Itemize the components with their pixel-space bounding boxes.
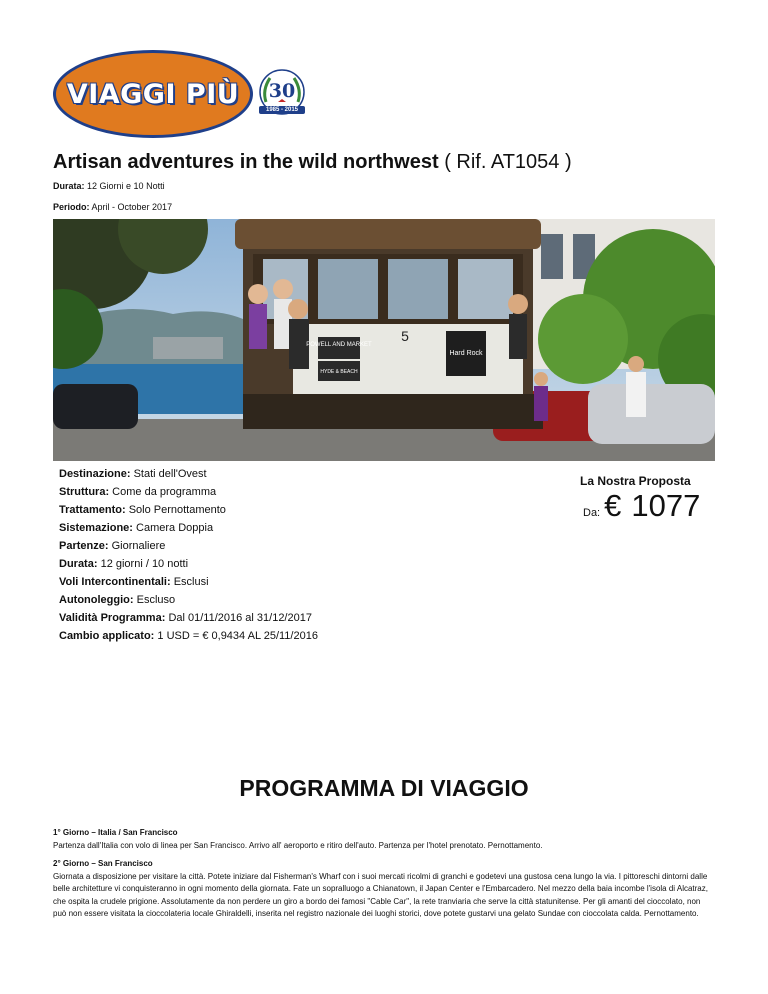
detail-voli: Voli Intercontinentali: Esclusi xyxy=(59,576,209,588)
detail-sistemazione: Sistemazione: Camera Doppia xyxy=(59,522,214,534)
detail-durata: Durata: 12 giorni / 10 notti xyxy=(59,558,189,570)
detail-trattamento: Trattamento: Solo Pernottamento xyxy=(59,504,226,516)
trip-title xyxy=(53,151,572,174)
trip-details xyxy=(59,465,318,645)
duration-value: 12 Giorni e 10 Notti xyxy=(87,181,165,191)
offer-amount: 1077 xyxy=(631,488,701,523)
seal-number: 30 xyxy=(268,80,296,102)
program-title: PROGRAMMA DI VIAGGIO xyxy=(239,775,529,801)
day-2 xyxy=(53,858,713,921)
detail-struttura: Struttura: Come da programma xyxy=(59,486,217,498)
trip-name: Artisan adventures in the wild northwest xyxy=(53,151,439,173)
anniversary-seal xyxy=(258,68,306,122)
offer-price xyxy=(583,488,700,524)
offer-prefix: Da: xyxy=(583,507,601,519)
day-1-text: Partenza dall'Italia con volo di linea per San Francisco. Arrivo all' aeroporto e ritiro dell'auto. Partenza per l'hotel prenotato. Pernottamento. xyxy=(53,840,543,850)
logo-oval xyxy=(53,50,253,138)
duration-label: Durata: xyxy=(53,181,85,191)
period-label: Periodo: xyxy=(53,202,90,212)
period-value: April - October 2017 xyxy=(91,202,173,212)
detail-partenze: Partenze: Giornaliere xyxy=(59,540,166,552)
offer-label: La Nostra Proposta xyxy=(580,474,691,488)
photo-sign-number: 5 xyxy=(401,328,409,344)
detail-destinazione: Destinazione: Stati dell'Ovest xyxy=(59,468,207,480)
offer-currency: € xyxy=(604,488,622,523)
detail-autonoleggio: Autonoleggio: Escluso xyxy=(59,594,176,606)
detail-validita: Validità Programma: Dal 01/11/2016 al 31/12/2017 xyxy=(59,612,312,624)
trip-ref: ( Rif. AT1054 ) xyxy=(444,151,572,173)
cable-car-photo xyxy=(53,219,715,461)
day-1 xyxy=(53,827,713,852)
logo-text: VIAGGI PIÙ xyxy=(66,78,240,110)
day-1-title: 1° Giorno – Italia / San Francisco xyxy=(53,828,178,837)
photo-sign-hyde: HYDE & BEACH xyxy=(320,369,358,375)
photo-sign-hardrock: Hard Rock xyxy=(449,350,483,357)
day-2-title: 2° Giorno – San Francisco xyxy=(53,859,153,868)
photo-sign-powell: POWELL AND MARKET xyxy=(306,342,372,348)
seal-years: 1985 - 2015 xyxy=(259,106,305,114)
agency-logo xyxy=(53,50,309,138)
trip-period xyxy=(53,202,172,212)
trip-duration xyxy=(53,181,165,191)
day-2-text: Giornata a disposizione per visitare la città. Potete iniziare dal Fisherman's Wharf con i suoi mercati ricolmi di granchi e godetevi una gustosa cena lungo la via. I pittoreschi dintorni dalle belle architetture vi conquisteranno in ogni momento della giornata. Fate un sopralluogo a Chianatown, il Japan Center e l'Embarcadero. Nel mezzo della baia incombe l'isola di Alcatraz, che ospita la crudele prigione. Assolutamente da non perdere un giro a bordo dei famosi "Cable Car", la rete tranviaria che serve la città statunitense. Per gli amanti del cioccolato, non può non essere visitata la cioccolateria locale Ghiraldelli, inserita nel registro nazionale dei luoghi storici, dove potete gustarvi una gelato Sundae con cioccolata calda. Pernottamento. xyxy=(53,871,708,919)
detail-cambio: Cambio applicato: 1 USD = € 0,9434 AL 25/11/2016 xyxy=(59,630,318,642)
